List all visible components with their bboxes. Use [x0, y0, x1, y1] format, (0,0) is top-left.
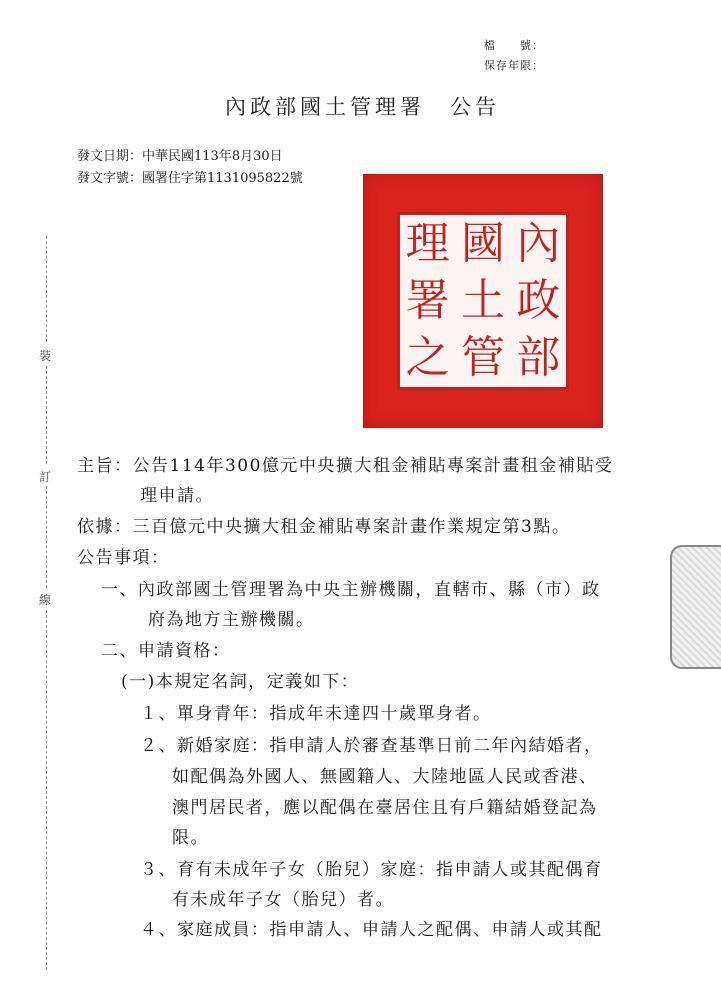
- seal-char: 政: [516, 274, 561, 326]
- sub-item-1: (一)本規定名詞，定義如下：: [121, 672, 360, 692]
- subject-line: 主旨：公告114年300億元中央擴大租金補貼專案計畫租金補貼受: [77, 456, 614, 476]
- seal-char: 土: [460, 274, 505, 326]
- definition-2-cont: 如配偶為外國人、無國籍人、大陸地區人民或香港、: [172, 767, 598, 787]
- official-seal: [363, 174, 603, 428]
- binding-line-bottom: [46, 610, 47, 970]
- issue-reference: 發文字號：國署住字第1131095822號: [77, 171, 303, 186]
- subject-line-cont: 理申請。: [140, 486, 214, 506]
- seal-char: 之: [405, 332, 450, 384]
- definition-3: ３、育有未成年子女（胎兒）家庭：指申請人或其配偶育: [140, 860, 603, 880]
- item-1: 一、內政部國土管理署為中央主辦機關，直轄市、縣（市）政: [101, 580, 601, 600]
- item-2: 二、申請資格：: [101, 641, 231, 661]
- binding-line-mid: [46, 366, 47, 464]
- item-1-cont: 府為地方主辦機關。: [148, 610, 315, 630]
- definition-2: ２、新婚家庭：指申請人於審查基準日前二年內結婚者，: [140, 736, 603, 756]
- seal-char: 理: [405, 217, 450, 269]
- binding-line-lower: [46, 486, 47, 588]
- definition-4: ４、家庭成員：指申請人、申請人之配偶、申請人或其配: [140, 920, 603, 940]
- seal-char: 內: [516, 217, 561, 269]
- definition-3-cont: 有未成年子女（胎兒）者。: [172, 890, 394, 910]
- fold-mark: 訂: [39, 470, 52, 484]
- file-number-label: 檔 號：: [484, 39, 544, 52]
- basis-line: 依據：三百億元中央擴大租金補貼專案計畫作業規定第3點。: [77, 517, 571, 537]
- issue-date: 發文日期：中華民國113年8月30日: [77, 149, 283, 164]
- binding-mark: 裝: [39, 349, 52, 363]
- binding-line-top: [46, 236, 47, 342]
- seal-char: 國: [460, 217, 505, 269]
- seal-char: 管: [460, 332, 505, 384]
- definition-2-cont: 澳門居民者，應以配偶在臺居住且有戶籍結婚登記為: [172, 798, 598, 818]
- seal-frame: [397, 212, 569, 390]
- definition-2-cont: 限。: [172, 828, 209, 848]
- partial-stamp-icon: [670, 545, 721, 669]
- seal-char: 部: [516, 332, 561, 384]
- seal-char: 署: [405, 274, 450, 326]
- definition-1: １、單身青年：指成年未達四十歲單身者。: [140, 704, 492, 724]
- items-heading: 公告事項：: [77, 548, 170, 568]
- page-title: 內政部國土管理署 公告: [225, 95, 500, 119]
- retention-period-label: 保存年限：: [484, 59, 544, 72]
- line-mark: 線: [39, 593, 52, 607]
